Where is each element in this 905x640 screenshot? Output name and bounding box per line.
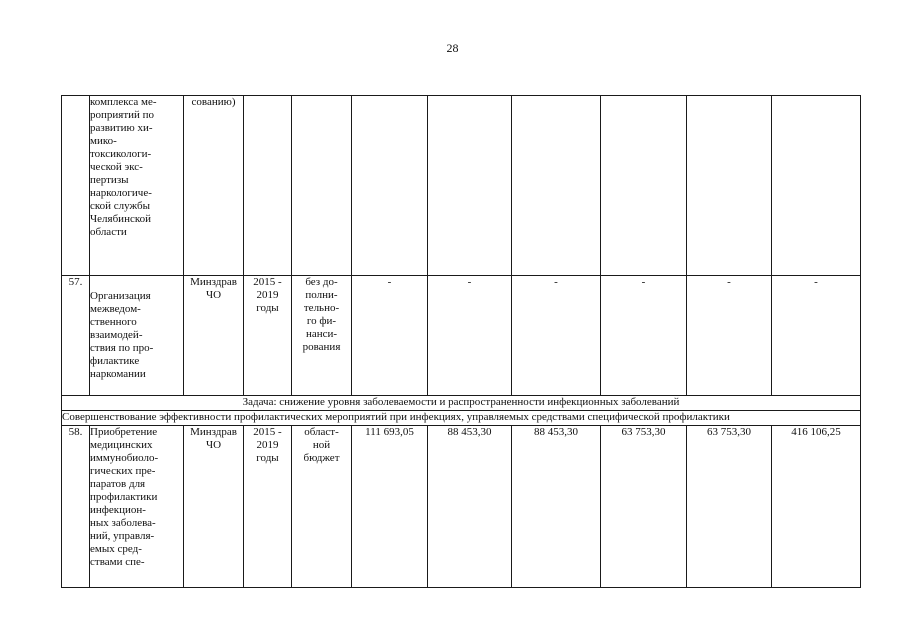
value-cell: -: [428, 276, 512, 396]
value-cell: 416 106,25: [772, 426, 861, 588]
value-cell: [687, 96, 772, 276]
row-number: 58.: [62, 426, 90, 588]
value-cell: 88 453,30: [428, 426, 512, 588]
num-cell: [62, 96, 90, 276]
value-cell: 63 753,30: [687, 426, 772, 588]
period-cell: 2015 - 2019 годы: [244, 426, 292, 588]
executor-cell: Минздрав ЧО: [184, 426, 244, 588]
executor-cell: Минздрав ЧО: [184, 276, 244, 396]
activity-group-heading: Совершенствование эффективности профилактических мероприятий при инфекциях, управляемых средствами специфической профилактики: [62, 411, 861, 426]
source-cell: без до- полни- тельно- го фи- нанси- рования: [292, 276, 352, 396]
row-number: 57.: [62, 276, 90, 396]
value-cell: [772, 96, 861, 276]
table-row-58: [62, 426, 861, 588]
value-cell: -: [512, 276, 601, 396]
page-number: 28: [446, 41, 459, 55]
value-cell: -: [687, 276, 772, 396]
program-table: [61, 95, 861, 588]
value-cell: -: [352, 276, 428, 396]
value-cell: 63 753,30: [601, 426, 687, 588]
activity-name-cell: комплекса ме- роприятий по развитию хи- мико- токсикологи- ческой экс- пертизы наркологиче- ской службы Челябинской области: [90, 96, 184, 276]
value-cell: [428, 96, 512, 276]
activity-group-row: [62, 411, 861, 426]
value-cell: 111 693,05: [352, 426, 428, 588]
source-cell: [292, 96, 352, 276]
task-row: [62, 396, 861, 411]
value-cell: [512, 96, 601, 276]
source-cell: област- ной бюджет: [292, 426, 352, 588]
activity-name-cell: Организация межведом- ственного взаимодей- ствия по про- филактике наркомании: [90, 276, 184, 396]
period-cell: 2015 - 2019 годы: [244, 276, 292, 396]
value-cell: [352, 96, 428, 276]
value-cell: -: [772, 276, 861, 396]
executor-cell: сованию): [184, 96, 244, 276]
value-cell: [601, 96, 687, 276]
activity-name-cell: Приобретение медицинских иммунобиоло- гических пре- паратов для профилактики инфекцион- ных заболева- ний, управля- емых сред- ствами спе-: [90, 426, 184, 588]
value-cell: 88 453,30: [512, 426, 601, 588]
value-cell: -: [601, 276, 687, 396]
table-row-continuation: [62, 96, 861, 276]
task-heading: Задача: снижение уровня заболеваемости и распространенности инфекционных заболеваний: [62, 396, 861, 411]
table-row-57: [62, 276, 861, 396]
period-cell: [244, 96, 292, 276]
